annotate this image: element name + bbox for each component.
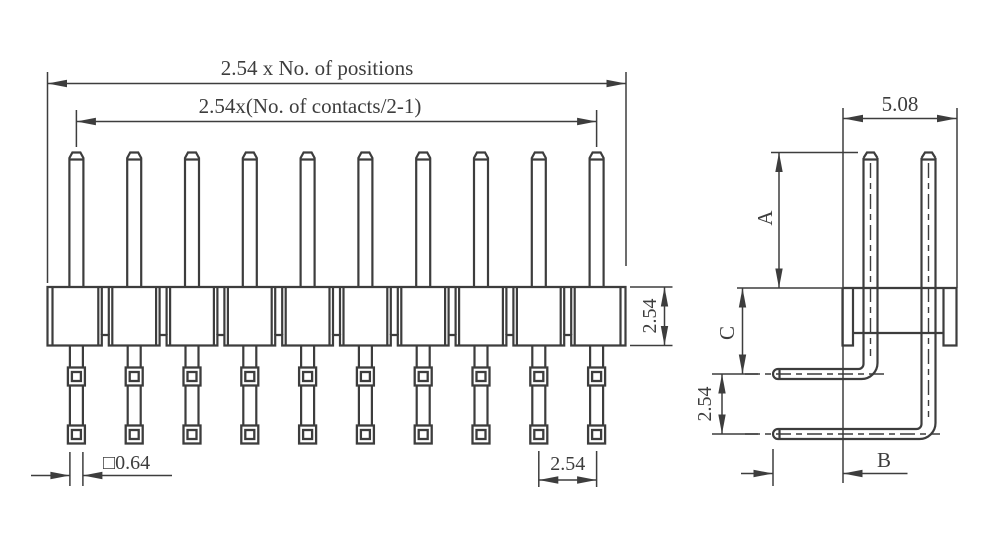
front-pin-tails [68, 346, 605, 444]
front-top-pin [243, 153, 257, 288]
front-tail-square-inner [188, 372, 197, 381]
front-tail-square-inner [419, 372, 428, 381]
front-tail-square-inner [72, 372, 81, 381]
front-top-pin [358, 153, 372, 288]
front-top-pin [590, 153, 604, 288]
front-tail-square-inner [361, 372, 370, 381]
front-top-pin [69, 153, 83, 288]
front-top-pin [127, 153, 141, 288]
front-tail-square-inner [477, 372, 486, 381]
contact-span-label: 2.54x(No. of contacts/2-1) [198, 94, 422, 118]
a-dim-label: A [753, 210, 777, 226]
front-tail-square-inner [534, 372, 543, 381]
front-top-pin [532, 153, 546, 288]
row-span-label: 5.08 [881, 92, 919, 116]
front-tail-square-inner [534, 430, 543, 439]
pin-square-label: □0.64 [103, 452, 151, 474]
front-top-pin [416, 153, 430, 288]
side-pin-upper [773, 153, 878, 380]
front-tail-square-inner [303, 372, 312, 381]
side-pin-lower [773, 153, 936, 440]
front-tail-square-inner [245, 372, 254, 381]
front-pins-top [69, 153, 603, 288]
front-top-pin [301, 153, 315, 288]
front-top-pin [474, 153, 488, 288]
front-tail-square-inner [419, 430, 428, 439]
front-tail-square-inner [361, 430, 370, 439]
b-dim-label: B [876, 448, 892, 472]
side-body [843, 288, 957, 346]
front-tail-square-inner [130, 430, 139, 439]
front-tail-square-inner [303, 430, 312, 439]
pin-pitch-label: 2.54 [550, 453, 586, 475]
total-width-label: 2.54 x No. of positions [220, 56, 414, 80]
front-view [31, 56, 673, 487]
c-dim-label: C [715, 325, 739, 341]
front-top-pin [185, 153, 199, 288]
pin-square-extension-lines [70, 452, 83, 486]
front-tail-square-inner [477, 430, 486, 439]
front-tail-square-inner [72, 430, 81, 439]
front-body [48, 287, 626, 346]
front-tail-square-inner [130, 372, 139, 381]
front-tail-square-inner [245, 430, 254, 439]
front-tail-square-inner [592, 372, 601, 381]
front-body-grooves [53, 287, 621, 346]
front-body-outline [48, 287, 626, 346]
row-pitch-label: 2.54 [694, 386, 716, 422]
body-height-label: 2.54 [639, 298, 661, 334]
front-tail-square-inner [592, 430, 601, 439]
front-tail-square-inner [188, 430, 197, 439]
side-view [694, 92, 957, 486]
row-span-extension-lines [843, 108, 957, 483]
